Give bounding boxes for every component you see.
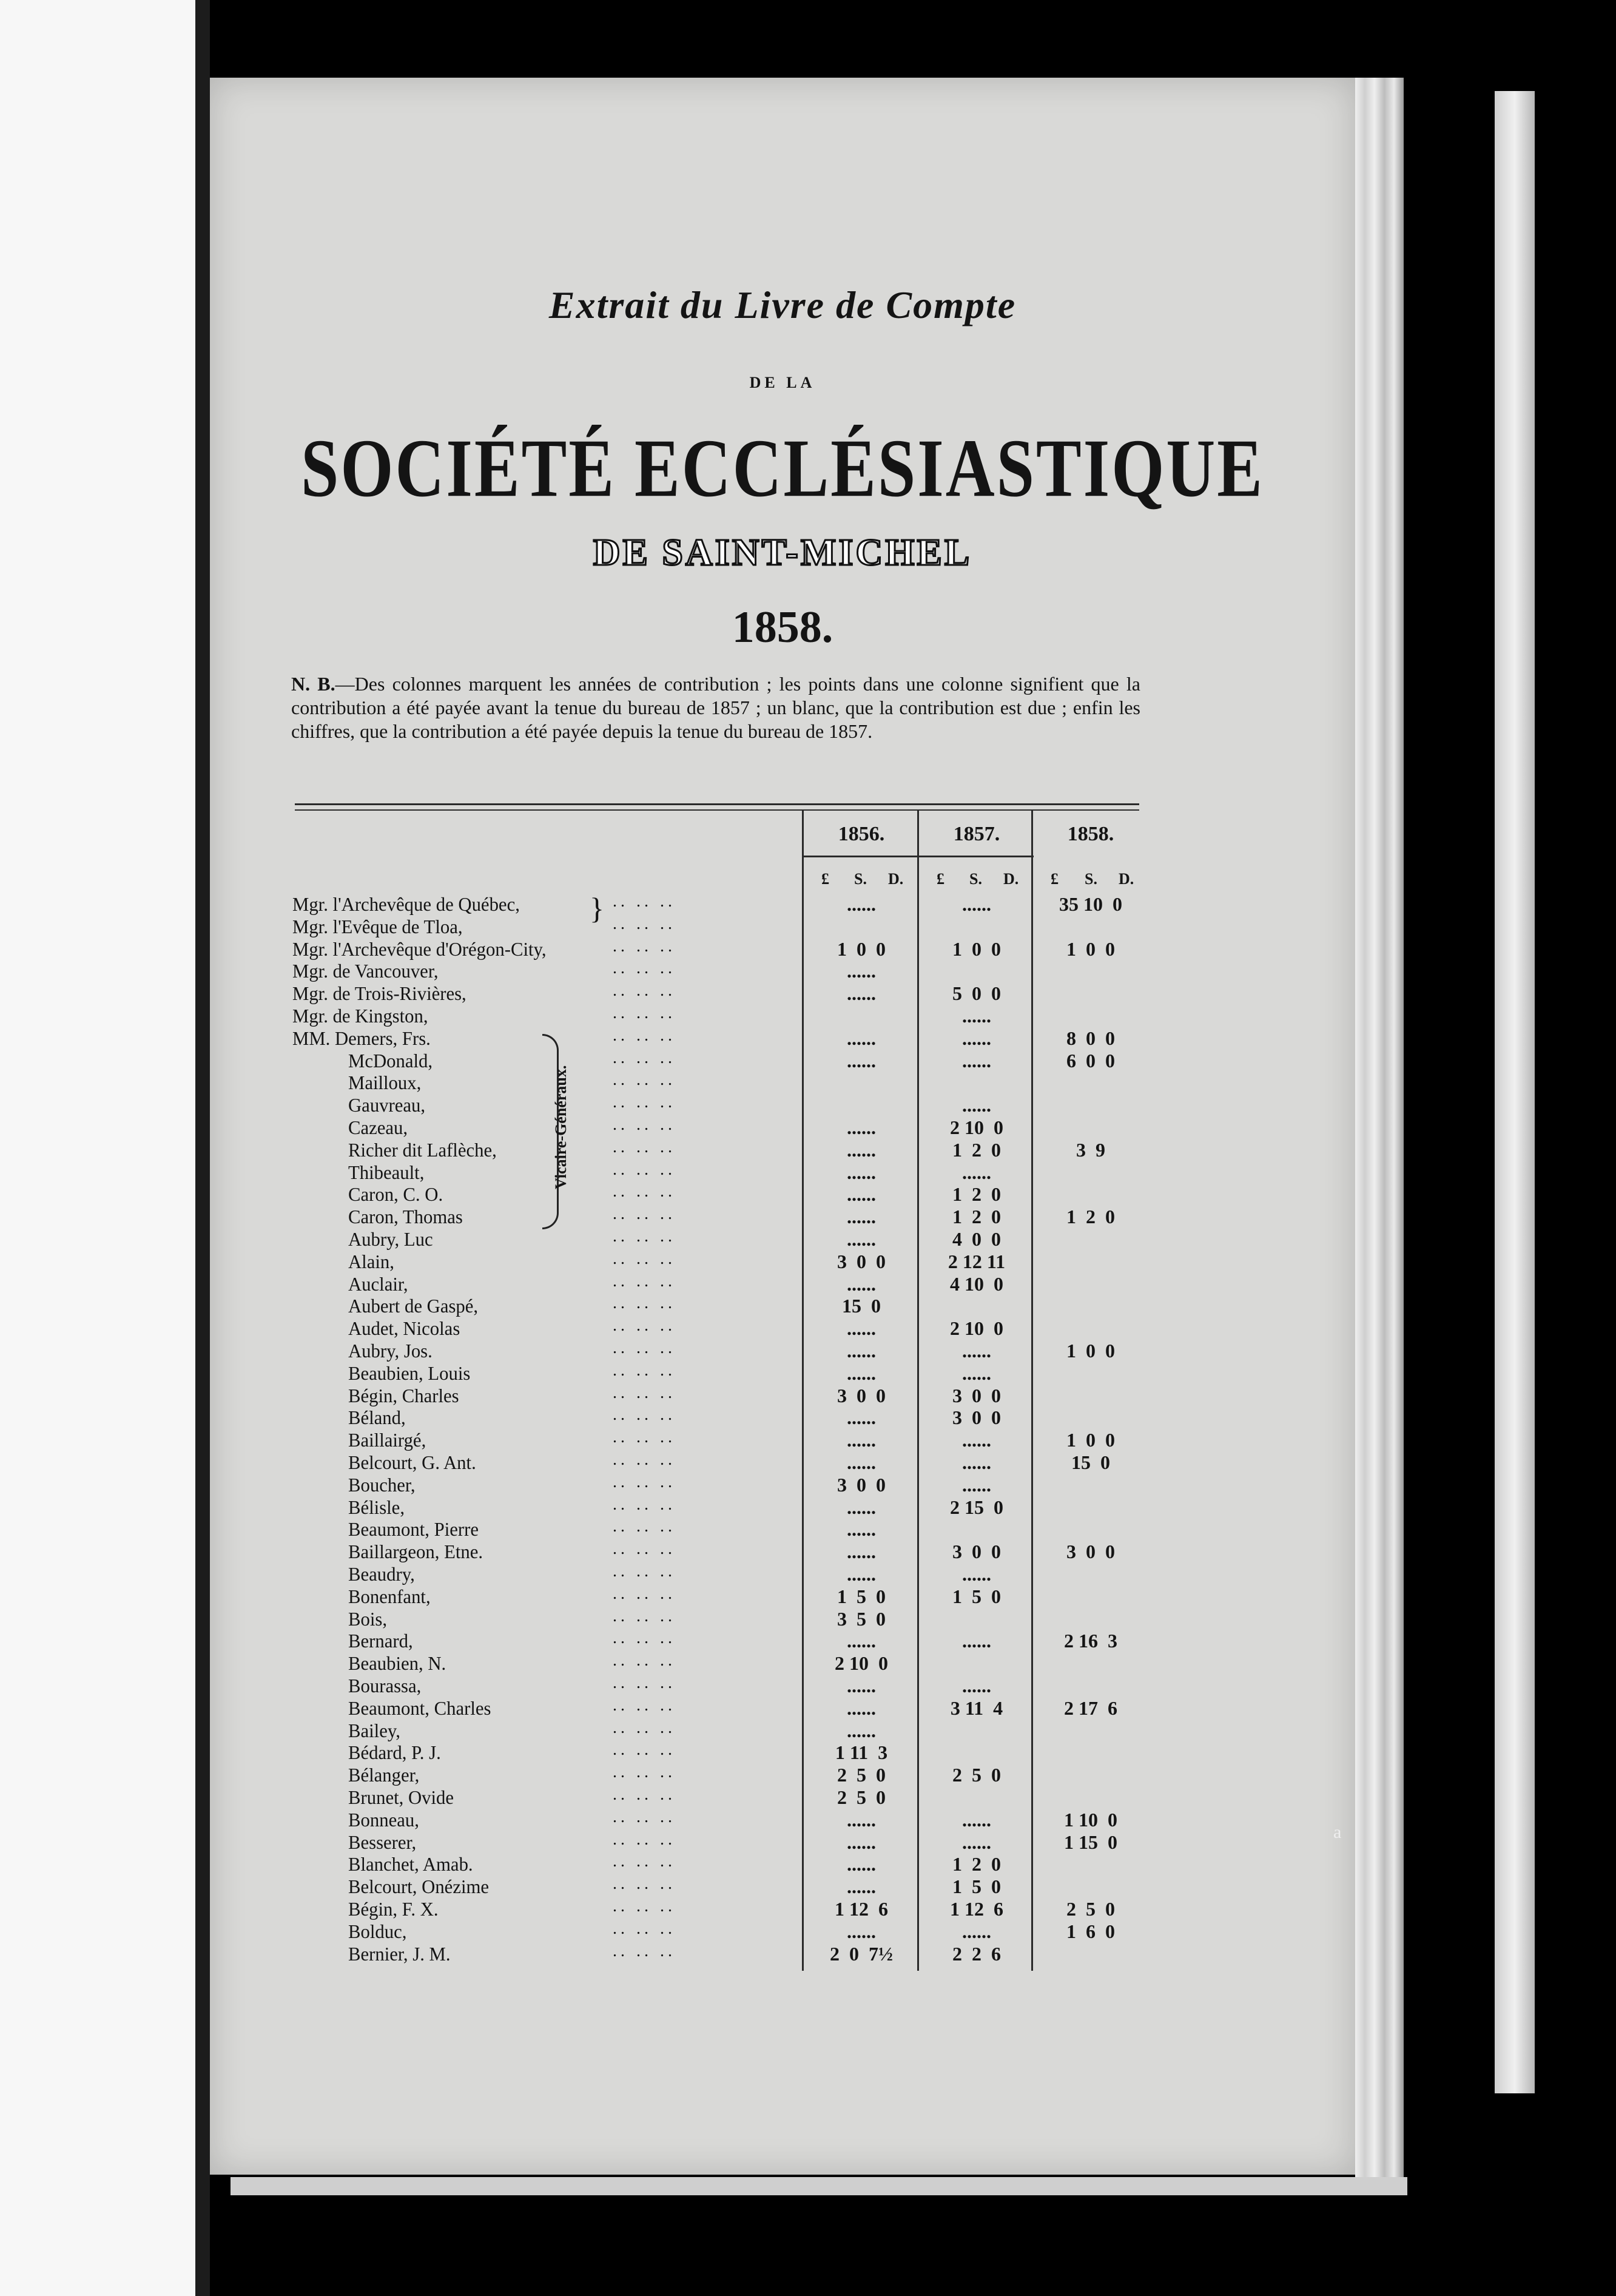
title-de-la: DE LA <box>749 374 816 391</box>
cell-1857: ...... <box>962 1474 991 1496</box>
leader-dots: .. .. .. <box>613 1138 676 1156</box>
cell-1856: 1 11 3 <box>835 1741 888 1763</box>
row-name: Mgr. l'Archevêque de Québec, <box>292 893 520 915</box>
row-name: Bonneau, <box>348 1809 419 1831</box>
row-name: Beaudry, <box>348 1563 415 1585</box>
facing-page <box>0 0 195 2296</box>
row-name: McDonald, <box>348 1050 433 1072</box>
brace-mark: } <box>590 891 604 925</box>
leader-dots: .. .. .. <box>613 1629 676 1647</box>
leader-dots: .. .. .. <box>613 1562 676 1581</box>
cell-1856: ...... <box>847 1429 876 1451</box>
row-name: Aubert de Gaspé, <box>348 1295 479 1317</box>
cell-1857: 2 2 6 <box>952 1943 1001 1965</box>
unit-pence: D. <box>888 870 904 888</box>
year-1858: 1858. <box>1067 823 1114 845</box>
table-top-rule <box>295 803 1139 805</box>
year-1857: 1857. <box>953 823 1000 845</box>
cell-1857: 1 2 0 <box>952 1206 1001 1227</box>
row-name: Bégin, Charles <box>348 1385 459 1406</box>
cell-1856: 2 5 0 <box>837 1764 886 1786</box>
leader-dots: .. .. .. <box>613 1584 676 1603</box>
leader-dots: .. .. .. <box>613 1316 676 1335</box>
cell-1857: ...... <box>962 1005 991 1027</box>
cell-1858: 1 6 0 <box>1066 1920 1115 1942</box>
leader-dots: .. .. .. <box>613 1227 676 1246</box>
cell-1856: ...... <box>847 1027 876 1049</box>
row-name: Mgr. de Kingston, <box>292 1005 428 1027</box>
cell-1856: ...... <box>847 1496 876 1518</box>
leader-dots: .. .. .. <box>613 1160 676 1179</box>
leader-dots: .. .. .. <box>613 1339 676 1357</box>
leader-dots: .. .. .. <box>613 1272 676 1291</box>
cell-1856: ...... <box>847 1362 876 1384</box>
title-year: 1858. <box>732 603 833 652</box>
row-name: Mgr. l'Evêque de Tloa, <box>292 916 463 937</box>
row-name: Baillargeon, Etne. <box>348 1541 483 1562</box>
leader-dots: .. .. .. <box>613 1405 676 1424</box>
cell-1857: 5 0 0 <box>952 982 1001 1004</box>
cell-1856: ...... <box>847 1720 876 1741</box>
leader-dots: .. .. .. <box>613 914 676 933</box>
leader-dots: .. .. .. <box>613 1473 676 1491</box>
cell-1856: ...... <box>847 1451 876 1473</box>
row-name: Belcourt, G. Ant. <box>348 1451 476 1473</box>
cell-1856: ...... <box>847 1697 876 1719</box>
cell-1857: 1 0 0 <box>952 938 1001 960</box>
page-edges <box>1355 78 1404 2177</box>
bottom-page-edge <box>231 2177 1407 2195</box>
gutter-shadow <box>195 0 210 2296</box>
cell-1856: ...... <box>847 982 876 1004</box>
unit-pound: £ <box>821 870 829 888</box>
row-name: Thibeault, <box>348 1161 425 1183</box>
row-name: Bonenfant, <box>348 1585 431 1607</box>
row-name: Aubry, Luc <box>348 1228 433 1250</box>
row-name: Bois, <box>348 1608 388 1630</box>
leader-dots: .. .. .. <box>613 1294 676 1312</box>
row-name: Bernard, <box>348 1630 413 1652</box>
cell-1856: ...... <box>847 1876 876 1897</box>
cell-1856: ...... <box>847 1541 876 1562</box>
cell-1858: 1 0 0 <box>1066 1429 1115 1451</box>
cell-1856: ...... <box>847 1161 876 1183</box>
cell-1857: ...... <box>962 1831 991 1853</box>
leader-dots: .. .. .. <box>613 1942 676 1960</box>
cell-1857: ...... <box>962 1563 991 1585</box>
leader-dots: .. .. .. <box>613 1517 676 1536</box>
row-name: Alain, <box>348 1251 394 1272</box>
row-name: Mgr. de Vancouver, <box>292 960 439 982</box>
leader-dots: .. .. .. <box>613 1361 676 1380</box>
leader-dots: .. .. .. <box>613 1852 676 1871</box>
cell-1856: 1 0 0 <box>837 938 886 960</box>
row-name: Aubry, Jos. <box>348 1340 433 1362</box>
row-name: Bégin, F. X. <box>348 1898 439 1920</box>
unit-shilling: S. <box>1085 870 1097 888</box>
row-name: Caron, Thomas <box>348 1206 463 1227</box>
row-name: Beaubien, N. <box>348 1652 446 1674</box>
unit-pound: £ <box>1051 870 1059 888</box>
cell-1858: 1 10 0 <box>1064 1809 1117 1831</box>
cell-1856: ...... <box>847 1206 876 1227</box>
cell-1858: 35 10 0 <box>1059 893 1122 915</box>
title-saint-michel: DE SAINT-MICHEL <box>593 532 972 573</box>
row-name: Gauvreau, <box>348 1094 426 1116</box>
leader-dots: .. .. .. <box>613 1249 676 1268</box>
row-name: Richer dit Laflèche, <box>348 1139 497 1161</box>
row-name: Bernier, J. M. <box>348 1943 451 1965</box>
row-name: Mailloux, <box>348 1072 422 1093</box>
leader-dots: .. .. .. <box>613 1696 676 1715</box>
row-name: Beaumont, Charles <box>348 1697 491 1719</box>
cell-1857: ...... <box>962 1161 991 1183</box>
leader-dots: .. .. .. <box>613 1651 676 1670</box>
cell-1857: 1 5 0 <box>952 1585 1001 1607</box>
cell-1858: 3 0 0 <box>1066 1541 1115 1562</box>
leader-dots: .. .. .. <box>613 1897 676 1916</box>
leader-dots: .. .. .. <box>613 1383 676 1402</box>
leader-dots: .. .. .. <box>613 1450 676 1469</box>
leader-dots: .. .. .. <box>613 1539 676 1558</box>
cell-1857: 2 12 11 <box>948 1251 1006 1272</box>
nb-note <box>291 672 1140 743</box>
cell-1857: ...... <box>962 1362 991 1384</box>
cell-1857: ...... <box>962 1451 991 1473</box>
col-divider-3 <box>1031 811 1033 1971</box>
nb-label: N. B. <box>291 673 335 695</box>
cell-1857: ...... <box>962 1050 991 1072</box>
cell-1857: 1 2 0 <box>952 1139 1001 1161</box>
row-name: Caron, C. O. <box>348 1183 443 1205</box>
cell-1858: 3 9 <box>1076 1139 1105 1161</box>
leader-dots: .. .. .. <box>613 1830 676 1849</box>
cell-1857: 3 11 4 <box>950 1697 1003 1719</box>
col-divider-1 <box>802 811 804 1971</box>
cell-1858: 2 5 0 <box>1066 1898 1115 1920</box>
cell-1858: 1 0 0 <box>1066 1340 1115 1362</box>
row-name: Béland, <box>348 1406 406 1428</box>
cell-1858: 1 0 0 <box>1066 938 1115 960</box>
row-name: Cazeau, <box>348 1116 408 1138</box>
cell-1857: 3 0 0 <box>952 1406 1001 1428</box>
row-name: Blanchet, Amab. <box>348 1853 473 1875</box>
cell-1856: ...... <box>847 1630 876 1652</box>
row-name: Beaumont, Pierre <box>348 1518 479 1540</box>
row-name: Belcourt, Onézime <box>348 1876 490 1897</box>
cell-1857: 4 10 0 <box>950 1273 1003 1295</box>
cell-1856: ...... <box>847 1831 876 1853</box>
title-societe: SOCIÉTÉ ECCLÉSIASTIQUE <box>301 422 1264 515</box>
cell-1856: ...... <box>847 1518 876 1540</box>
row-name: Bédard, P. J. <box>348 1741 441 1763</box>
cell-1856: ...... <box>847 1228 876 1250</box>
cell-1856: 3 0 0 <box>837 1474 886 1496</box>
cell-1856: ...... <box>847 1273 876 1295</box>
leader-dots: .. .. .. <box>613 892 676 911</box>
cell-1857: ...... <box>962 1920 991 1942</box>
unit-shilling: S. <box>969 870 982 888</box>
cell-1857: 2 15 0 <box>950 1496 1003 1518</box>
cell-1856: ...... <box>847 1920 876 1942</box>
cell-1857: 1 2 0 <box>952 1853 1001 1875</box>
leader-dots: .. .. .. <box>613 1607 676 1626</box>
leader-dots: .. .. .. <box>613 1026 676 1045</box>
leader-dots: .. .. .. <box>613 1763 676 1781</box>
cell-1856: ...... <box>847 893 876 915</box>
leader-dots: .. .. .. <box>613 959 676 977</box>
leader-dots: .. .. .. <box>613 1070 676 1089</box>
row-name: Besserer, <box>348 1831 417 1853</box>
cell-1858: 1 2 0 <box>1066 1206 1115 1227</box>
cell-1857: ...... <box>962 1094 991 1116</box>
cell-1856: ...... <box>847 1340 876 1362</box>
cell-1856: ...... <box>847 1116 876 1138</box>
leader-dots: .. .. .. <box>613 1048 676 1067</box>
cell-1857: 1 5 0 <box>952 1876 1001 1897</box>
leader-dots: .. .. .. <box>613 1204 676 1223</box>
row-name: MM. Demers, Frs. <box>292 1027 431 1049</box>
cell-1858: 8 0 0 <box>1066 1027 1115 1049</box>
cell-1857: ...... <box>962 1630 991 1652</box>
cell-1856: ...... <box>847 1563 876 1585</box>
cell-1856: ...... <box>847 1050 876 1072</box>
cell-1857: ...... <box>962 1340 991 1362</box>
leader-dots: .. .. .. <box>613 1785 676 1804</box>
cell-1856: 2 0 7½ <box>830 1943 893 1965</box>
cell-1856: ...... <box>847 960 876 982</box>
row-name: Bolduc, <box>348 1920 407 1942</box>
cell-1856: 3 0 0 <box>837 1251 886 1272</box>
leader-dots: .. .. .. <box>613 1874 676 1893</box>
cell-1857: 4 0 0 <box>952 1228 1001 1250</box>
group-label: Vicaire-Généraux. <box>552 1065 570 1189</box>
unit-pence: D. <box>1003 870 1019 888</box>
leader-dots: .. .. .. <box>613 1428 676 1447</box>
leader-dots: .. .. .. <box>613 981 676 1000</box>
leader-dots: .. .. .. <box>613 1673 676 1692</box>
cell-1856: 3 5 0 <box>837 1608 886 1630</box>
cell-1858: 2 17 6 <box>1064 1697 1117 1719</box>
unit-pound: £ <box>937 870 944 888</box>
row-name: Bourassa, <box>348 1675 422 1697</box>
margin-mark: a <box>1333 1822 1342 1842</box>
cell-1856: ...... <box>847 1139 876 1161</box>
cell-1856: 1 12 6 <box>835 1898 888 1920</box>
cell-1857: 2 10 0 <box>950 1317 1003 1339</box>
leader-dots: .. .. .. <box>613 1495 676 1514</box>
cell-1856: ...... <box>847 1183 876 1205</box>
leader-dots: .. .. .. <box>613 937 676 956</box>
row-name: Audet, Nicolas <box>348 1317 460 1339</box>
cell-1857: 3 0 0 <box>952 1385 1001 1406</box>
cell-1857: ...... <box>962 1809 991 1831</box>
leader-dots: .. .. .. <box>613 1740 676 1759</box>
cell-1856: ...... <box>847 1675 876 1697</box>
title-extrait: Extrait du Livre de Compte <box>548 283 1017 326</box>
year-1856: 1856. <box>838 823 885 845</box>
row-name: Boucher, <box>348 1474 416 1496</box>
leader-dots: .. .. .. <box>613 1808 676 1826</box>
leader-dots: .. .. .. <box>613 1093 676 1112</box>
cell-1856: 3 0 0 <box>837 1385 886 1406</box>
cell-1857: 2 10 0 <box>950 1116 1003 1138</box>
row-name: Brunet, Ovide <box>348 1786 454 1808</box>
row-name: Baillairgé, <box>348 1429 426 1451</box>
col-divider-2 <box>917 811 919 1971</box>
cell-1857: 3 0 0 <box>952 1541 1001 1562</box>
cell-1856: ...... <box>847 1406 876 1428</box>
row-name: Bailey, <box>348 1720 400 1741</box>
cell-1857: ...... <box>962 1027 991 1049</box>
table-top-rule-2 <box>295 809 1139 811</box>
cell-1858: 1 15 0 <box>1064 1831 1117 1853</box>
row-name: Bélanger, <box>348 1764 420 1786</box>
cell-1857: 2 5 0 <box>952 1764 1001 1786</box>
cell-1857: ...... <box>962 893 991 915</box>
cell-1858: 15 0 <box>1071 1451 1110 1473</box>
cell-1857: 1 12 6 <box>950 1898 1003 1920</box>
leader-dots: .. .. .. <box>613 1718 676 1737</box>
row-name: Auclair, <box>348 1273 408 1295</box>
cell-1856: 2 5 0 <box>837 1786 886 1808</box>
cell-1856: 1 5 0 <box>837 1585 886 1607</box>
cell-1857: ...... <box>962 1675 991 1697</box>
book-cover-edge <box>1495 91 1535 2093</box>
cell-1856: ...... <box>847 1317 876 1339</box>
cell-1856: 2 10 0 <box>835 1652 888 1674</box>
leader-dots: .. .. .. <box>613 1182 676 1201</box>
row-name: Mgr. de Trois-Rivières, <box>292 982 466 1004</box>
cell-1856: 15 0 <box>842 1295 881 1317</box>
unit-shilling: S. <box>854 870 867 888</box>
cell-1856: ...... <box>847 1853 876 1875</box>
cell-1858: 6 0 0 <box>1066 1050 1115 1072</box>
unit-pence: D. <box>1119 870 1134 888</box>
row-name: Mgr. l'Archevêque d'Orégon-City, <box>292 938 547 960</box>
cell-1857: 1 2 0 <box>952 1183 1001 1205</box>
cell-1856: ...... <box>847 1809 876 1831</box>
cell-1857: ...... <box>962 1429 991 1451</box>
row-name: Beaubien, Louis <box>348 1362 471 1384</box>
leader-dots: .. .. .. <box>613 1919 676 1938</box>
row-name: Bélisle, <box>348 1496 405 1518</box>
leader-dots: .. .. .. <box>613 1115 676 1134</box>
cell-1858: 2 16 3 <box>1064 1630 1117 1652</box>
nb-text: —Des colonnes marquent les années de contribution ; les points dans une colonne signifient que la contribution a été payée avant la tenue du bureau de 1857 ; un blanc, que la contribution est due ; enfin les chiffres, que la contribution a été payée depuis la tenue du bureau de 1857. <box>291 673 1141 742</box>
leader-dots: .. .. .. <box>613 1004 676 1022</box>
